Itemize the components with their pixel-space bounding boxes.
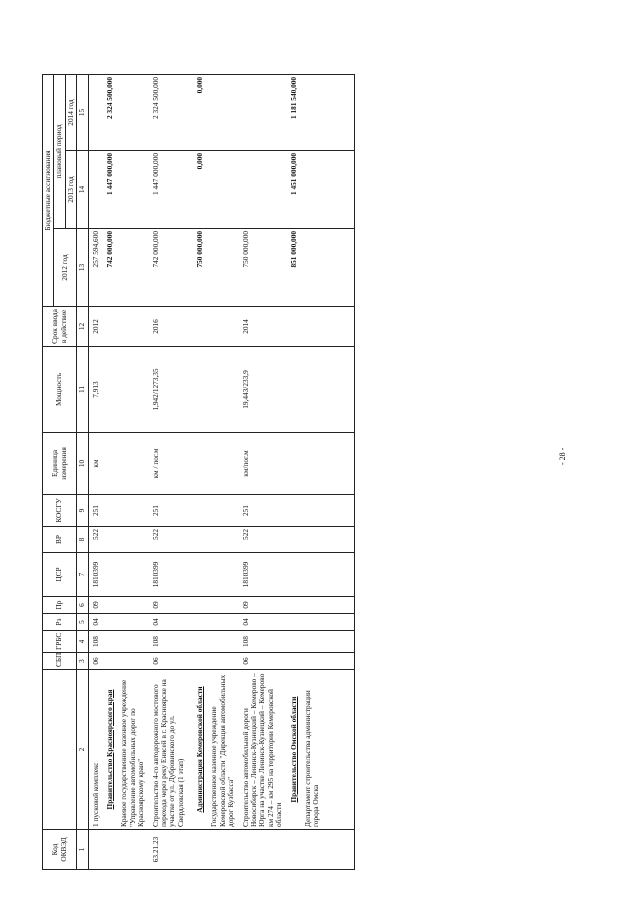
cell-okved: 63.21.23 (149, 830, 194, 870)
cell-grbs (207, 631, 238, 653)
cell-v2013 (117, 151, 148, 229)
column-number: 7 (77, 553, 88, 597)
cell-okved (239, 830, 287, 870)
cell-capacity (207, 347, 238, 433)
cell-v2012: 750 000,000 (193, 229, 207, 307)
header-name (43, 670, 77, 830)
cell-pr: 09 (88, 597, 103, 614)
cell-v2014: 1 181 540,000 (287, 74, 301, 150)
cell-kosgu (207, 495, 238, 527)
cell-rz (117, 614, 148, 631)
cell-rz: 04 (88, 614, 103, 631)
cell-csr: 1810399 (239, 553, 287, 597)
cell-sbp (301, 653, 324, 670)
header-vr: ВР (43, 527, 77, 553)
column-number: 5 (77, 614, 88, 631)
cell-v2014 (301, 74, 324, 150)
cell-rz (193, 614, 207, 631)
header-sbp: СБП (43, 653, 77, 670)
cell-v2012 (207, 229, 238, 307)
cell-v2014 (207, 74, 238, 150)
header-kosgu: КОСГУ (43, 495, 77, 527)
cell-name: Правительство Красноярского края (103, 670, 117, 830)
cell-kosgu (301, 495, 324, 527)
cell-sbp: 06 (239, 653, 287, 670)
cell-kosgu: 251 (149, 495, 194, 527)
column-number: 11 (77, 347, 88, 433)
column-number: 8 (77, 527, 88, 553)
cell-v2013: 1 451 000,000 (287, 151, 301, 229)
cell-v2014: 0,000 (193, 74, 207, 150)
page-number: - 28 - (558, 447, 567, 465)
spacer-cell (324, 151, 355, 229)
cell-csr (287, 553, 301, 597)
cell-v2012: 742 000,000 (103, 229, 117, 307)
header-budget: Бюджетные ассигнования (43, 74, 54, 306)
cell-pr (207, 597, 238, 614)
cell-kosgu: 251 (239, 495, 287, 527)
table-row (88, 74, 103, 869)
cell-csr: 1810399 (149, 553, 194, 597)
table-row (193, 74, 207, 869)
cell-unit (193, 433, 207, 495)
column-number: 12 (77, 307, 88, 347)
cell-vr: 522 (149, 527, 194, 553)
table-body (88, 74, 354, 869)
cell-v2013: 1 447 000,000 (149, 151, 194, 229)
cell-deadline: 2012 (88, 307, 103, 347)
cell-rz (301, 614, 324, 631)
cell-v2013 (88, 151, 103, 229)
cell-okved (88, 830, 103, 870)
cell-grbs: 108 (88, 631, 103, 653)
cell-csr (301, 553, 324, 597)
cell-capacity: 7,913 (88, 347, 103, 433)
table-row (103, 74, 117, 869)
spacer-cell (324, 229, 355, 307)
cell-name: 1 пусковой комплекс (88, 670, 103, 830)
cell-capacity (193, 347, 207, 433)
cell-sbp (193, 653, 207, 670)
spacer-cell (324, 597, 355, 614)
cell-name: Департамент строительства администрации города Омска (301, 670, 324, 830)
cell-deadline (301, 307, 324, 347)
cell-okved (193, 830, 207, 870)
cell-unit: км / пог.м (149, 433, 194, 495)
header-deadline: Срок ввода в действие (43, 307, 77, 347)
cell-rz (103, 614, 117, 631)
cell-grbs (117, 631, 148, 653)
spacer-cell (324, 670, 355, 830)
cell-capacity: 1,942/1273,35 (149, 347, 194, 433)
cell-csr (117, 553, 148, 597)
cell-pr: 09 (239, 597, 287, 614)
cell-csr (207, 553, 238, 597)
cell-unit: км (88, 433, 103, 495)
spacer-cell (324, 74, 355, 150)
cell-vr (193, 527, 207, 553)
cell-v2014 (117, 74, 148, 150)
budget-table (42, 74, 355, 870)
cell-v2013 (301, 151, 324, 229)
cell-pr (287, 597, 301, 614)
cell-vr (287, 527, 301, 553)
column-number: 15 (77, 74, 88, 150)
column-number: 6 (77, 597, 88, 614)
cell-v2014: 2 324 500,000 (103, 74, 117, 150)
cell-pr (301, 597, 324, 614)
cell-sbp (117, 653, 148, 670)
table-row (207, 74, 238, 869)
spacer-cell (324, 830, 355, 870)
spacer-cell (324, 553, 355, 597)
cell-grbs (301, 631, 324, 653)
table-row (117, 74, 148, 869)
column-number: 1 (77, 830, 88, 870)
table-row (301, 74, 324, 869)
cell-v2013 (207, 151, 238, 229)
spacer-cell (324, 347, 355, 433)
cell-capacity (301, 347, 324, 433)
cell-rz: 04 (149, 614, 194, 631)
spacer-cell (324, 653, 355, 670)
cell-capacity (117, 347, 148, 433)
cell-okved (207, 830, 238, 870)
cell-vr (301, 527, 324, 553)
column-number: 2 (77, 670, 88, 830)
table-row (239, 74, 287, 869)
cell-name: Администрация Кемеровской области (193, 670, 207, 830)
header-2012: 2012 год (54, 229, 77, 307)
cell-capacity: 19,443/233,9 (239, 347, 287, 433)
cell-deadline (193, 307, 207, 347)
cell-v2012: 742 000,000 (149, 229, 194, 307)
cell-v2013: 1 447 000,000 (103, 151, 117, 229)
cell-sbp (103, 653, 117, 670)
cell-name: Государственное казенное учреждение Кемеровской области "Дирекция автомобильных дорог Кузбасса" (207, 670, 238, 830)
header-capacity: Мощность (43, 347, 77, 433)
column-number: 13 (77, 229, 88, 307)
cell-sbp: 06 (88, 653, 103, 670)
cell-v2014: 2 324 500,000 (149, 74, 194, 150)
cell-name: Строительство автомобильной дороги Новосибирск – Ленинск-Кузнецкий – Кемерово – Юрга на участке Ленинск-Кузнецкий – Кемерово км 274 – км 295 на территории Кемеровской области (239, 670, 287, 830)
header-rz: Рз (43, 614, 77, 631)
header-2014: 2014 год (65, 74, 76, 150)
cell-v2012 (301, 229, 324, 307)
cell-csr (193, 553, 207, 597)
cell-vr (207, 527, 238, 553)
cell-name: Правительство Омской области (287, 670, 301, 830)
cell-v2012: 750 000,000 (239, 229, 287, 307)
cell-name: Строительство 4-го автодорожного мостового перехода через реку Енисей в г. Красноярске на участке от ул. Дубровинского до ул. Свердловская (1 этап) (149, 670, 194, 830)
table-row (287, 74, 301, 869)
spacer-cell (324, 495, 355, 527)
cell-sbp (207, 653, 238, 670)
cell-grbs: 108 (149, 631, 194, 653)
spacer-cell (324, 307, 355, 347)
header-pr: Пр (43, 597, 77, 614)
column-number: 9 (77, 495, 88, 527)
cell-pr (117, 597, 148, 614)
cell-unit (207, 433, 238, 495)
column-number: 4 (77, 631, 88, 653)
table-row-spacer (324, 74, 355, 869)
header-okved: Код ОКВЭД (43, 830, 77, 870)
cell-deadline: 2014 (239, 307, 287, 347)
cell-unit: км/пог.м (239, 433, 287, 495)
column-number: 10 (77, 433, 88, 495)
cell-okved (117, 830, 148, 870)
cell-grbs (193, 631, 207, 653)
cell-kosgu (287, 495, 301, 527)
cell-v2014 (88, 74, 103, 150)
cell-rz: 04 (239, 614, 287, 631)
cell-csr: 1810399 (88, 553, 103, 597)
spacer-cell (324, 614, 355, 631)
header-unit: Единица измерения (43, 433, 77, 495)
header-csr: ЦСР (43, 553, 77, 597)
cell-kosgu: 251 (88, 495, 103, 527)
cell-kosgu (193, 495, 207, 527)
table-row (149, 74, 194, 869)
cell-deadline (207, 307, 238, 347)
cell-v2012: 257 594,600 (88, 229, 103, 307)
cell-v2013: 0,000 (193, 151, 207, 229)
cell-csr (103, 553, 117, 597)
cell-rz (207, 614, 238, 631)
column-number: 3 (77, 653, 88, 670)
cell-unit (117, 433, 148, 495)
cell-grbs: 108 (239, 631, 287, 653)
cell-deadline (117, 307, 148, 347)
spacer-cell (324, 527, 355, 553)
cell-okved (301, 830, 324, 870)
cell-vr: 522 (239, 527, 287, 553)
cell-kosgu (117, 495, 148, 527)
spacer-cell (324, 631, 355, 653)
cell-sbp (287, 653, 301, 670)
cell-deadline (287, 307, 301, 347)
cell-v2013 (239, 151, 287, 229)
cell-v2012 (117, 229, 148, 307)
cell-deadline (103, 307, 117, 347)
spacer-cell (324, 433, 355, 495)
cell-unit (287, 433, 301, 495)
column-number: 14 (77, 151, 88, 229)
header-row-1 (43, 74, 54, 869)
cell-vr (103, 527, 117, 553)
header-grbs: ГРБС (43, 631, 77, 653)
cell-okved (287, 830, 301, 870)
cell-deadline: 2016 (149, 307, 194, 347)
cell-vr: 522 (88, 527, 103, 553)
cell-pr (103, 597, 117, 614)
cell-grbs (103, 631, 117, 653)
cell-kosgu (103, 495, 117, 527)
cell-pr (193, 597, 207, 614)
header-2013: 2013 год (65, 151, 76, 229)
column-number-row (77, 74, 88, 869)
cell-unit (301, 433, 324, 495)
cell-capacity (103, 347, 117, 433)
cell-okved (103, 830, 117, 870)
cell-rz (287, 614, 301, 631)
cell-vr (117, 527, 148, 553)
cell-v2014 (239, 74, 287, 150)
cell-sbp: 06 (149, 653, 194, 670)
cell-pr: 09 (149, 597, 194, 614)
header-plan: плановый период (54, 74, 65, 228)
cell-name: Краевое государственное казенное учреждение "Управление автомобильных дорог по Красноярскому краю" (117, 670, 148, 830)
cell-unit (103, 433, 117, 495)
cell-v2012: 851 000,000 (287, 229, 301, 307)
cell-capacity (287, 347, 301, 433)
cell-grbs (287, 631, 301, 653)
